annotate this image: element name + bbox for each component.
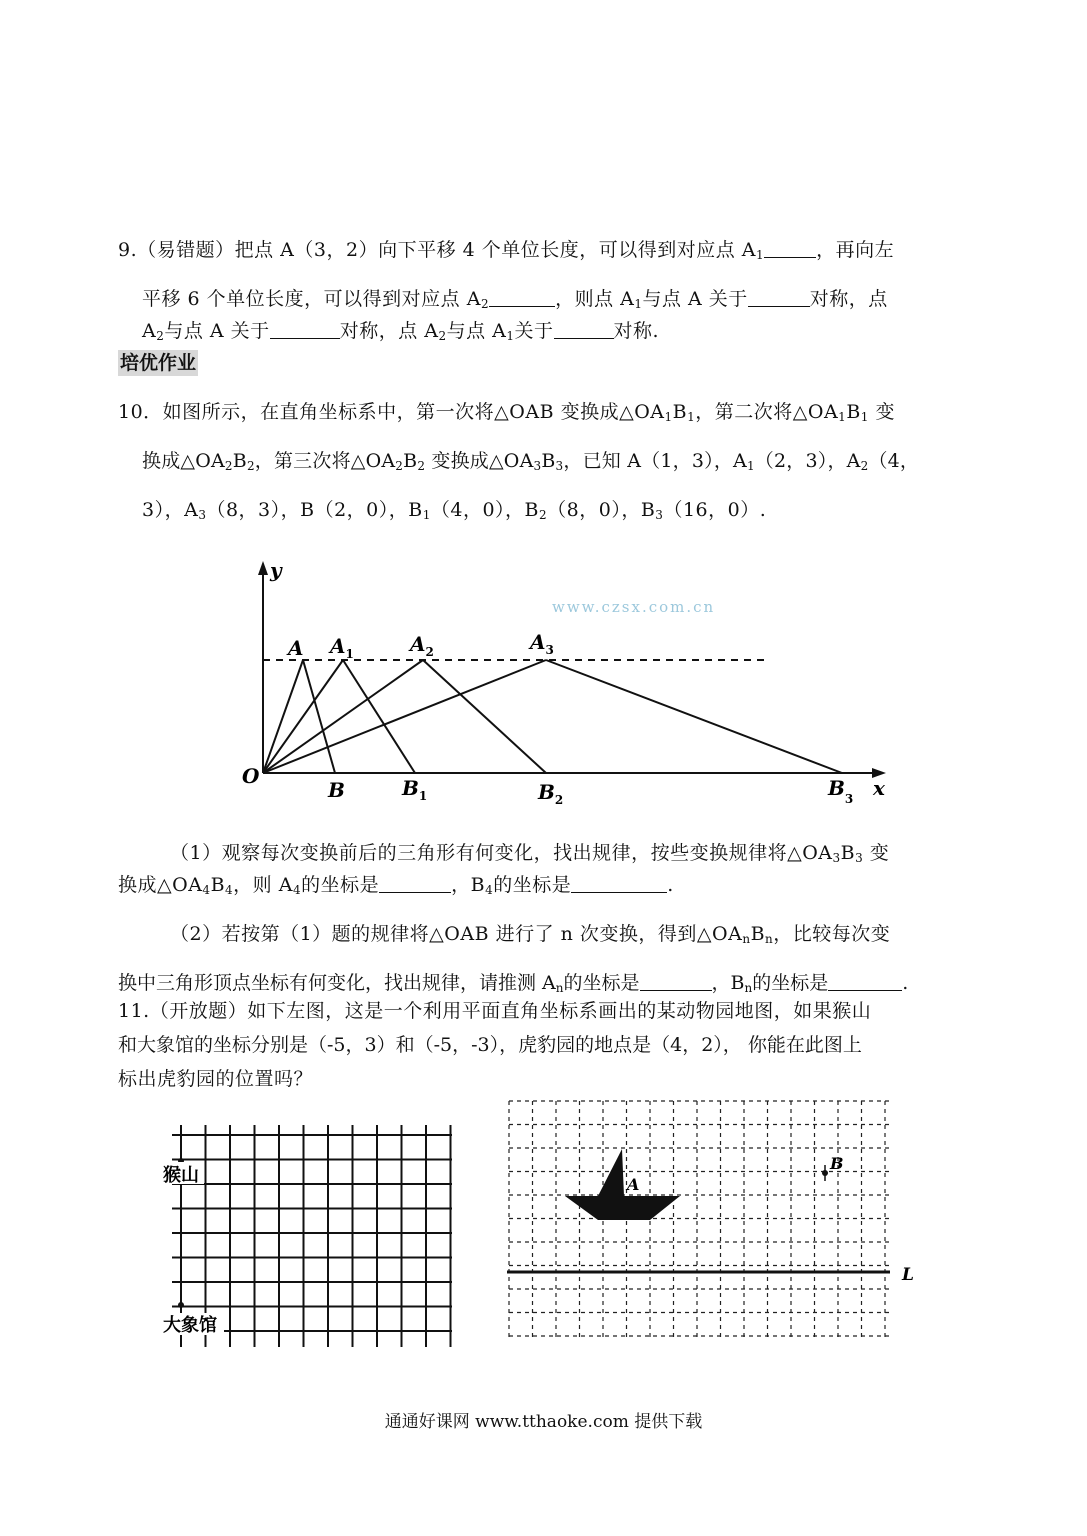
zoo-grid-figure [160, 1115, 460, 1350]
answer-blank[interactable] [270, 320, 340, 339]
q11-line-1: 11.（开放题）如下左图，这是一个利用平面直角坐标系画出的某动物园地图，如果猴山 [118, 1000, 872, 1022]
section-heading: 培优作业 [120, 352, 197, 374]
answer-blank[interactable] [828, 972, 902, 991]
q10-line-3: 3），$A_3(8$，3），B（2，0），$B_1(4$，0），$B_2(8$，0），$B_3(16$，0）. [142, 499, 767, 522]
label-b2: $B_2$ [538, 780, 564, 807]
q10-line-1: 10．如图所示，在直角坐标系中，第一次将△OAB 变换成$\triangle OA_1B_1$，第二次将$\triangle OA_1B_1$ 变 [118, 401, 895, 424]
label-b1: $B_1$ [402, 776, 428, 803]
elephant-label: 大象馆 [163, 1315, 217, 1336]
footer: 通通好课网 www.tthaoke.com 提供下载 [384, 1412, 703, 1432]
boat-shape [565, 1149, 680, 1220]
transformation-figure [230, 555, 910, 820]
q11-line-3: 标出虎豹园的位置吗？ [118, 1068, 314, 1090]
y-axis-arrow [258, 561, 268, 575]
label-a: A [627, 1175, 640, 1194]
label-a: A [288, 636, 304, 660]
label-b: B [328, 778, 345, 802]
dashed-grid-figure [500, 1095, 925, 1350]
y-axis-label: y [270, 558, 282, 582]
label-a1: $A_1$ [330, 634, 354, 661]
q9-line-1: 9.（易错题）把点 A（3，2）向下平移 4 个单位长度，可以得到对应点 $A_1$ ，再向左 [118, 239, 895, 262]
label-l: L [902, 1265, 914, 1285]
q10-sub2-line-2: 换中三角形顶点坐标有何变化，找出规律，请推测 $A_n$的坐标是 ，$B_n$的坐标是 . [118, 972, 909, 995]
label-b: B [830, 1154, 844, 1173]
answer-blank[interactable] [640, 972, 712, 991]
label-a3: $A_3$ [530, 630, 554, 657]
q10-sub1-line-1: （1）观察每次变换前后的三角形有何变化，找出规律，按些变换规律将$\triangle OA_3B_3$ 变 [170, 842, 890, 865]
answer-blank[interactable] [571, 874, 667, 893]
answer-blank[interactable] [748, 288, 810, 307]
q9-line-3: $A_2$与点 A 关于 对称，点 $A_2$与点 $A_1$关于 对称. [142, 320, 660, 343]
answer-blank[interactable] [764, 239, 816, 258]
answer-blank[interactable] [554, 320, 614, 339]
answer-blank[interactable] [489, 288, 555, 307]
monkey-label: 猴山 [163, 1165, 199, 1186]
watermark: www.czsx.com.cn [552, 598, 716, 616]
answer-blank[interactable] [379, 874, 451, 893]
label-b3: $B_3$ [828, 776, 854, 806]
triangle-oab [263, 660, 303, 773]
q10-sub2-line-1: （2）若按第（1）题的规律将△OAB 进行了 n 次变换，得到$\triangle OA_nB_n$，比较每次变 [170, 923, 891, 946]
elephant-point [178, 1302, 184, 1308]
q9-line-2: 平移 6 个单位长度，可以得到对应点 $A_2$ ，则点 $A_1$与点 A 关于 对称，点 [142, 288, 888, 311]
origin-label: O [242, 764, 260, 788]
q10-sub1-line-2: 换成$\triangle OA_4B_4$，则 $A_4$的坐标是 ，$B_4$的坐标是 . [118, 874, 674, 897]
triangle-oa2b2 [263, 660, 423, 773]
q10-line-2: 换成$\triangle OA_2B_2$，第三次将$\triangle OA_2B_2$ 变换成$\triangle OA_3B_3$，已知 A（1，3），$A_1(2$，3），$A_2(4$， [142, 450, 920, 473]
x-axis-label: x [873, 776, 885, 800]
q11-line-2: 和大象馆的坐标分别是（-5，3）和（-5，-3），虎豹园的地点是（4，2）， 你能在此图上 [118, 1034, 862, 1056]
label-a2: $A_2$ [410, 632, 434, 659]
